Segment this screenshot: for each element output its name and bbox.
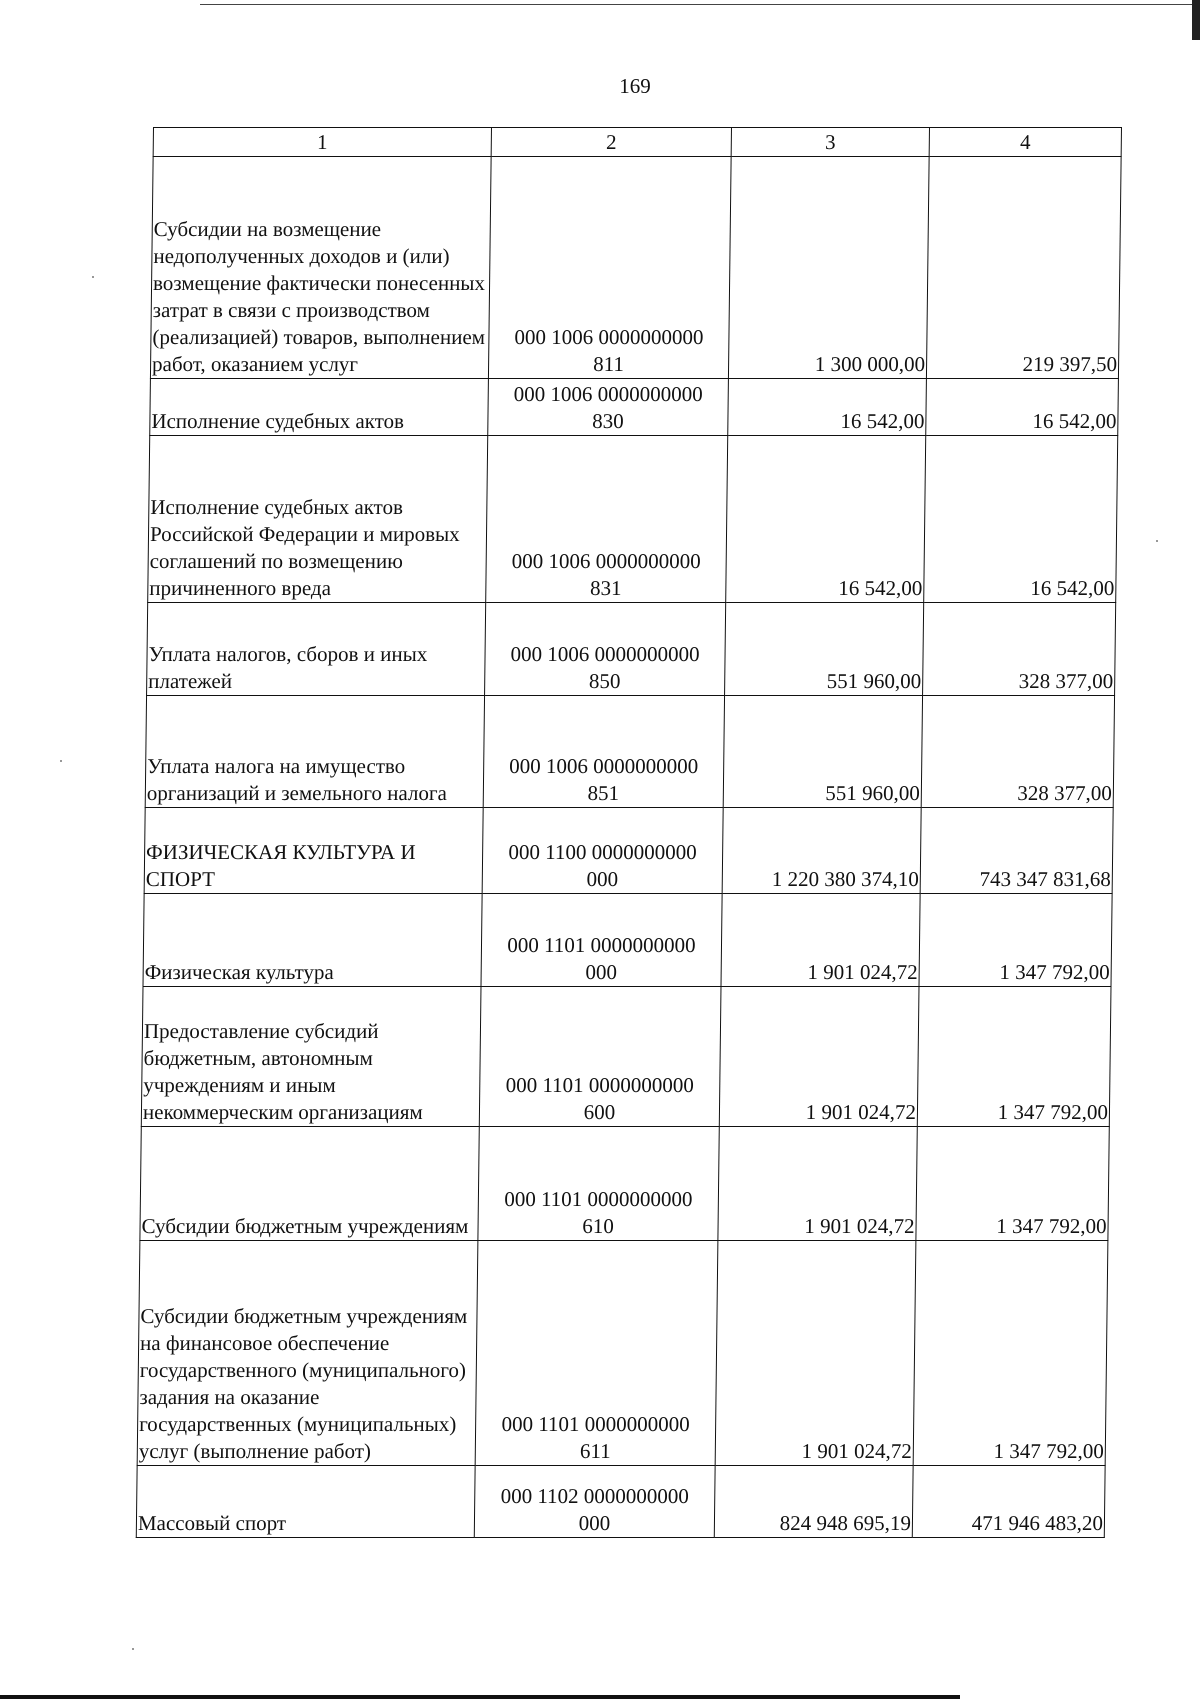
row-actual-value: 328 377,00 [923,603,1116,696]
code-bottom: 811 [593,352,625,376]
row-plan-value: 1 300 000,00 [728,157,929,379]
table-row [150,379,1119,436]
row-actual-value: 471 946 483,20 [912,1466,1105,1538]
row-plan-value: 1 901 024,72 [715,1241,916,1466]
row-code [485,603,726,696]
row-actual-value: 219 397,50 [926,157,1121,379]
row-name: Уплата налогов, сборов и иных платежей [147,603,486,696]
row-name: Субсидии на возмещение недополученных доходов и (или) возмещение фактически понесенных затрат в связи с производством (реализацией) товаров, выполнением работ, оказанием услуг [150,157,491,379]
table-row [148,436,1118,603]
table-row [140,1127,1109,1241]
column-header-4: 4 [929,128,1121,157]
column-number-row [153,128,1121,157]
row-plan-value: 16 542,00 [728,379,927,436]
row-plan-value: 16 542,00 [726,436,926,603]
code-bottom: 600 [583,1100,616,1124]
code-bottom: 610 [582,1214,614,1238]
code-top: 000 1006 0000000000 [509,754,699,778]
row-actual-value: 328 377,00 [921,696,1114,808]
row-code [488,379,729,436]
table-row [145,696,1114,808]
row-name: Исполнение судебных актов [150,379,489,436]
row-code [483,696,724,808]
row-plan-value: 1 901 024,72 [719,987,919,1127]
code-bottom: 831 [589,576,622,600]
code-top: 000 1101 0000000000 [507,933,696,957]
page-number: 169 [619,74,651,98]
row-name: Субсидии бюджетным учреждениям на финансовое обеспечение государственного (муниципального) задания на оказание государственных (муниципальных) услуг (выполнение работ) [137,1241,478,1466]
table-row [150,157,1121,379]
row-actual-value: 1 347 792,00 [913,1241,1108,1466]
row-plan-value: 824 948 695,19 [714,1466,913,1538]
row-plan-value: 1 901 024,72 [718,1127,917,1241]
code-top: 000 1101 0000000000 [504,1187,693,1211]
row-name: ФИЗИЧЕСКАЯ КУЛЬТУРА И СПОРТ [144,808,483,894]
code-bottom: 000 [578,1511,611,1535]
row-code [474,1466,715,1538]
row-code [479,987,721,1127]
code-top: 000 1006 0000000000 [513,382,703,406]
row-name: Предоставление субсидий бюджетным, автономным учреждениям и иным некоммерческим организациям [141,987,481,1127]
code-top: 000 1006 0000000000 [511,549,701,573]
code-top: 000 1006 0000000000 [514,325,704,349]
row-actual-value: 1 347 792,00 [919,894,1112,987]
row-actual-value: 1 347 792,00 [916,1127,1109,1241]
code-bottom: 611 [579,1439,611,1463]
scan-speck [132,1648,134,1650]
code-top: 000 1006 0000000000 [510,642,700,666]
table-row [136,1466,1105,1538]
row-code [481,894,722,987]
code-top: 000 1101 0000000000 [505,1073,695,1097]
code-top: 000 1102 0000000000 [500,1484,690,1508]
code-bottom: 830 [592,409,624,433]
code-bottom: 850 [588,669,621,693]
row-code [482,808,723,894]
code-bottom: 000 [586,867,619,891]
budget-table [136,127,1122,1538]
code-bottom: 000 [585,960,618,984]
row-plan-value: 1 220 380 374,10 [722,808,921,894]
row-code [486,436,728,603]
column-header-3: 3 [731,128,929,157]
table-row [147,603,1116,696]
row-actual-value: 743 347 831,68 [920,808,1113,894]
row-actual-value: 1 347 792,00 [917,987,1111,1127]
scan-corner-shadow [1192,0,1200,40]
table-row [144,808,1113,894]
row-name: Субсидии бюджетным учреждениям [140,1127,479,1241]
row-code [475,1241,718,1466]
row-name: Исполнение судебных актов Российской Федерации и мировых соглашений по возмещению причиненного вреда [148,436,488,603]
row-plan-value: 551 960,00 [723,696,922,808]
code-top: 000 1100 0000000000 [508,840,697,864]
table-row [137,1241,1108,1466]
scan-top-edge [200,4,1200,5]
code-top: 000 1101 0000000000 [501,1412,690,1436]
code-bottom: 851 [587,781,620,805]
scan-speck [1156,540,1158,542]
row-plan-value: 1 901 024,72 [721,894,920,987]
row-plan-value: 551 960,00 [725,603,924,696]
row-code [488,157,731,379]
row-name: Массовый спорт [136,1466,475,1538]
column-header-1: 1 [153,128,491,157]
row-actual-value: 16 542,00 [926,379,1119,436]
scan-speck [92,276,94,278]
scan-bottom-edge [0,1695,960,1699]
row-name: Уплата налога на имущество организаций и земельного налога [145,696,484,808]
table-row [141,987,1111,1127]
scan-speck [60,760,62,762]
row-code [478,1127,719,1241]
row-name: Физическая культура [143,894,482,987]
row-actual-value: 16 542,00 [924,436,1118,603]
table-row [143,894,1112,987]
column-header-2: 2 [491,128,731,157]
